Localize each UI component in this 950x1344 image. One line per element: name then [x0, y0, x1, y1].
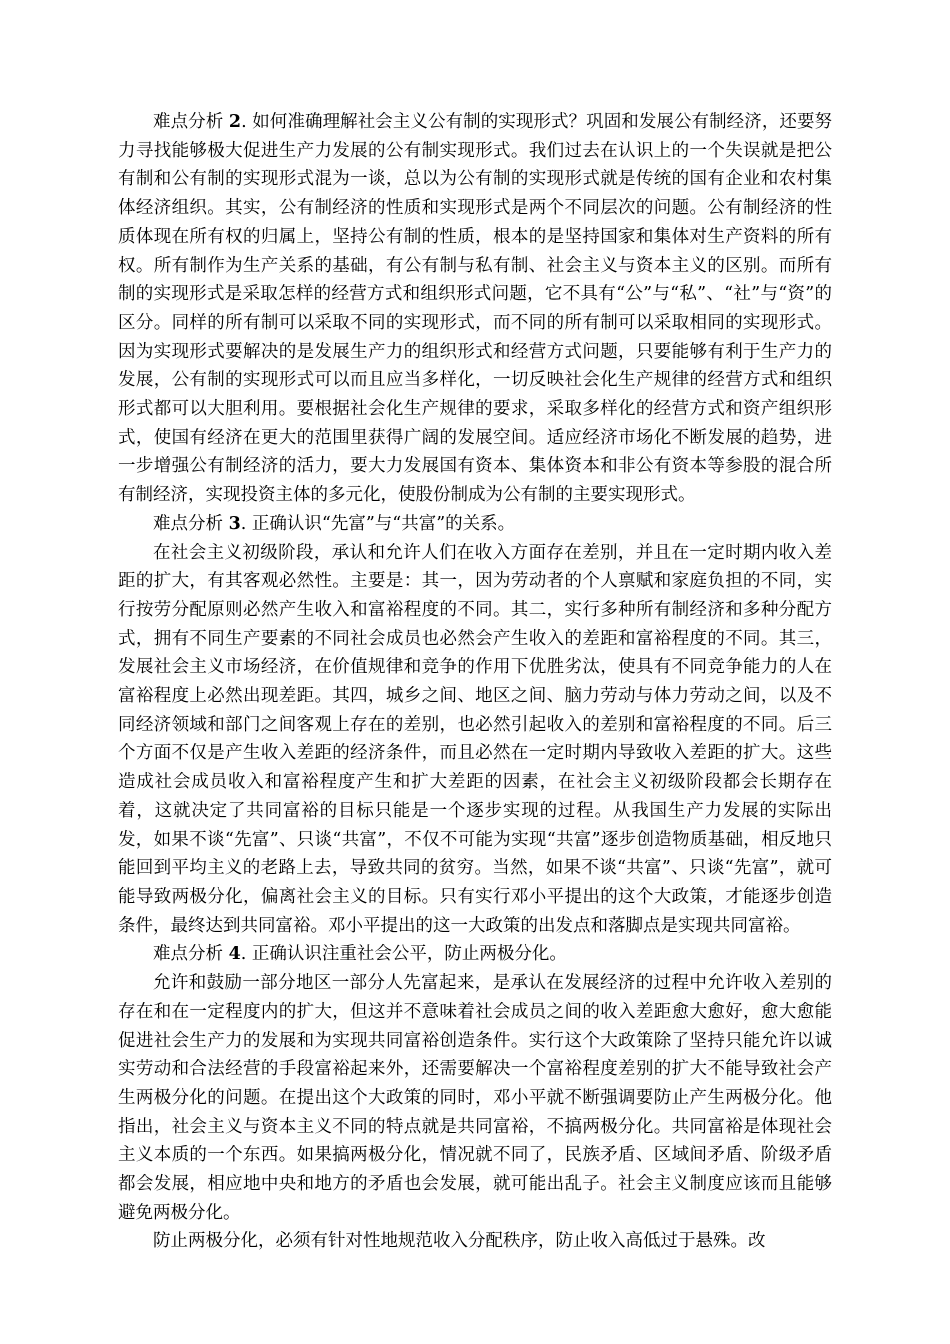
document-body [118, 108, 832, 1256]
section-3-heading-title: . 正确认识“先富”与“共富”的关系。 [240, 513, 516, 534]
section-3-heading-number: 3 [228, 513, 241, 534]
section-2-heading-number: 2 [228, 112, 242, 132]
section-2-heading-title: . 如何准确理解社会主义公有制的实现形式？ [241, 112, 587, 132]
section-3-heading-prefix: 难点分析 [153, 513, 229, 534]
section-2-body: 巩固和发展公有制经济，还要努力寻找能够极大促进生产力发展的公有制实现形式。我们过去在认识上的一个失误就是把公有制和公有制的实现形式混为一谈，总以为公有制的实现形式就是传统的国有企业和农村集体经济组织。其实，公有制经济的性质和实现形式是两个不同层次的问题。公有制经济的性质体现在所有权的归属上，坚持公有制的性质，根本的是坚持国家和集体对生产资料的所有权。所有制作为生产关系的基础，有公有制与私有制、社会主义与资本主义的区别。而所有制的实现形式是采取怎样的经营方式和组织形式问题，它不具有“公”与“私”、“社”与“资”的区分。同样的所有制可以采取不同的实现形式，而不同的所有制可以采取相同的实现形式。因为实现形式要解决的是发展生产力的组织形式和经营方式问题，只要能够有利于生产力的发展，公有制的实现形式可以而且应当多样化，一切反映社会化生产规律的经营方式和组织形式都可以大胆利用。要根据社会化生产规律的要求，采取多样化的经营方式和资产组织形式，使国有经济在更大的范围里获得广阔的发展空间。适应经济市场化不断发展的趋势，进一步增强公有制经济的活力，要大力发展国有资本、集体资本和非公有资本等参股的混合所有制经济，实现投资主体的多元化，使股份制成为公有制的主要实现形式。 [118, 112, 833, 506]
section-4-heading [118, 940, 832, 969]
section-4-heading-prefix: 难点分析 [153, 944, 229, 965]
section-2-heading-prefix: 难点分析 [153, 112, 229, 132]
section-4-continuation: 防止两极分化，必须有针对性地规范收入分配秩序，防止收入高低过于悬殊。改 [153, 1231, 766, 1252]
section-4-heading-number: 4 [228, 944, 241, 965]
section-4-heading-title: . 正确认识注重社会公平，防止两极分化。 [240, 944, 567, 965]
section-2-paragraph [118, 108, 832, 510]
section-3-heading [118, 510, 832, 539]
section-3-body: 在社会主义初级阶段，承认和允许人们在收入方面存在差别，并且在一定时期内收入差距的扩大，有其客观必然性。主要是：其一，因为劳动者的个人禀赋和家庭负担的不同，实行按劳分配原则必然产生收入和富裕程度的不同。其二，实行多种所有制经济和多种分配方式，拥有不同生产要素的不同社会成员也必然会产生收入的差距和富裕程度的不同。其三，发展社会主义市场经济，在价值规律和竞争的作用下优胜劣汰，使具有不同竞争能力的人在富裕程度上必然出现差距。其四，城乡之间、地区之间、脑力劳动与体力劳动之间，以及不同经济领域和部门之间客观上存在的差别，也必然引起收入的差别和富裕程度的不同。后三个方面不仅是产生收入差距的经济条件，而且必然在一定时期内导致收入差距的扩大。这些造成社会成员收入和富裕程度产生和扩大差距的因素，在社会主义初级阶段都会长期存在着，这就决定了共同富裕的目标只能是一个逐步实现的过程。从我国生产力发展的实际出发，如果不谈“先富”、只谈“共富”，不仅不可能为实现“共富”逐步创造物质基础，相反地只能回到平均主义的老路上去，导致共同的贫穷。当然，如果不谈“共富”、只谈“先富”，就可能导致两极分化，偏离社会主义的目标。只有实行邓小平提出的这个大政策，才能逐步创造条件，最终达到共同富裕。邓小平提出的这一大政策的出发点和落脚点是实现共同富裕。 [118, 542, 832, 936]
section-4-body: 允许和鼓励一部分地区一部分人先富起来，是承认在发展经济的过程中允许收入差别的存在和在一定程度内的扩大，但这并不意味着社会成员之间的收入差距愈大愈好，愈大愈能促进社会生产力的发展和为实现共同富裕创造条件。实行这个大政策除了坚持只能允许以诚实劳动和合法经营的手段富裕起来外，还需要解决一个富裕程度差别的扩大不能导致社会产生两极分化的问题。在提出这个大政策的同时，邓小平就不断强调要防止产生两极分化。他指出，社会主义与资本主义不同的特点就是共同富裕，不搞两极分化。共同富裕是体现社会主义本质的一个东西。如果搞两极分化，情况就不同了，民族矛盾、区域间矛盾、阶级矛盾都会发展，相应地中央和地方的矛盾也会发展，就可能出乱子。社会主义制度应该而且能够避免两极分化。 [118, 973, 832, 1223]
